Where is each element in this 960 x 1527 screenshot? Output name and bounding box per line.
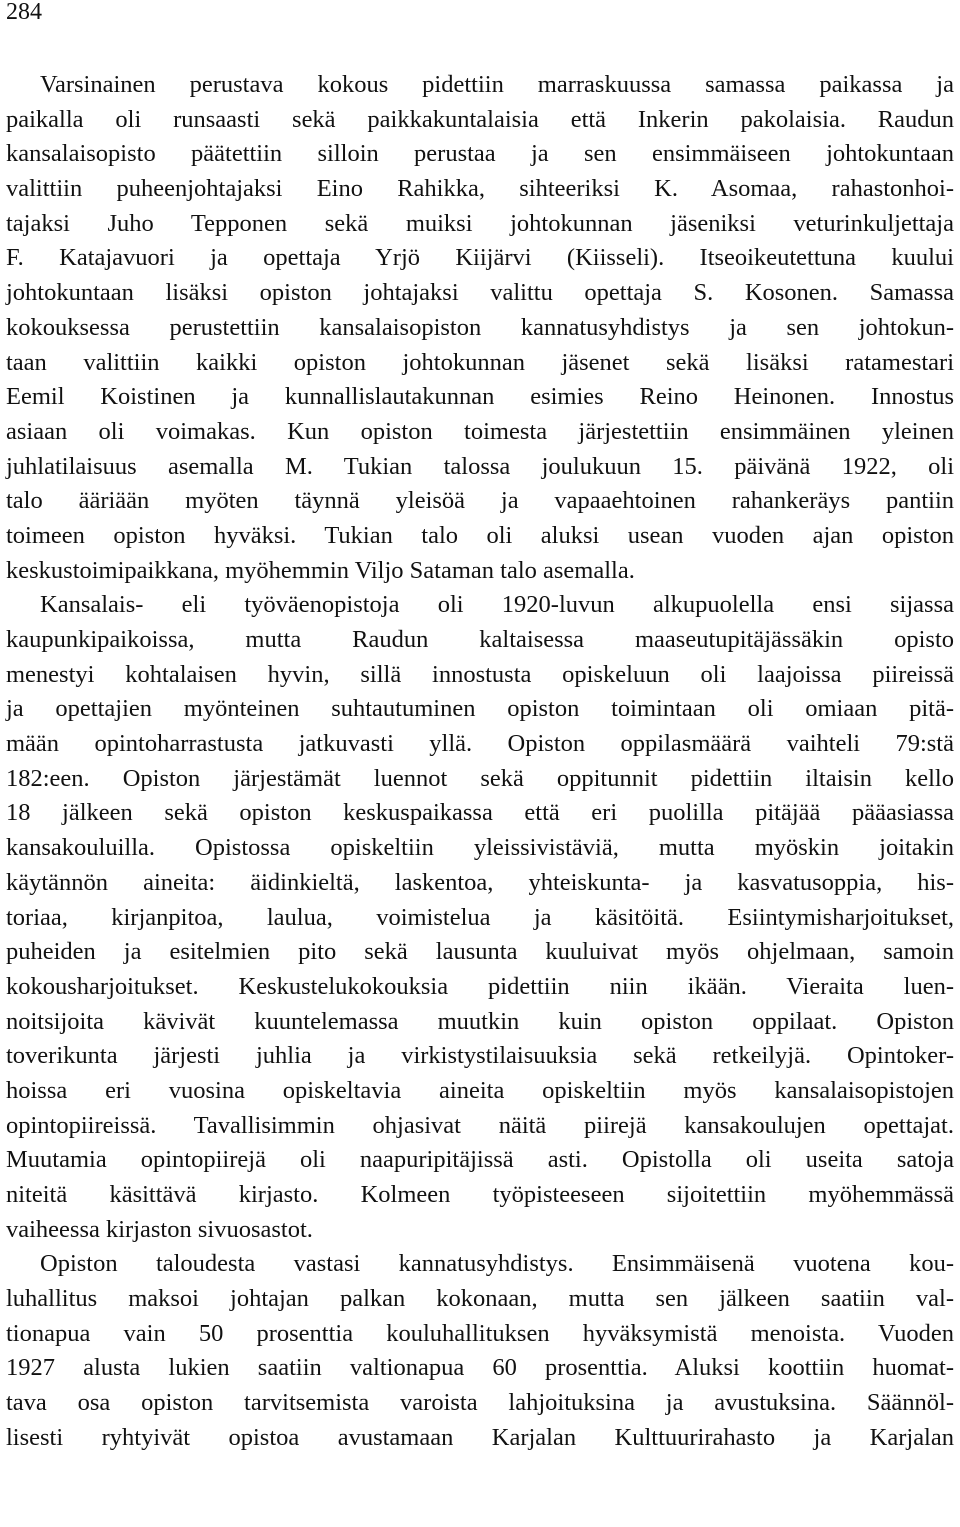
text-line: tava osa opiston tarvitsemista varoista lahjoituksina ja avustuksina. Säännöl- — [6, 1389, 954, 1417]
page-number: 284 — [6, 0, 42, 25]
text-line: Eemil Koistinen ja kunnallislautakunnan esimies Reino Heinonen. Innostus — [6, 383, 954, 411]
text-line: 182:een. Opiston järjestämät luennot sekä oppitunnit pidettiin iltaisin kello — [6, 764, 954, 792]
text-line: ja opettajien myönteinen suhtautuminen opiston toimintaan oli omiaan pitä- — [6, 695, 954, 723]
text-line: paikalla oli runsaasti sekä paikkakuntalaisia että Inkerin pakolaisia. Raudun — [6, 105, 954, 133]
text-line: valittiin puheenjohtajaksi Eino Rahikka, sihteeriksi K. Asomaa, rahastonhoi- — [6, 175, 954, 203]
body-text — [6, 68, 954, 1456]
text-line: käytännön aineita: äidinkieltä, laskentoa, yhteiskunta- ja kasvatusoppia, his- — [6, 868, 954, 896]
text-line: kansakouluilla. Opistossa opiskeltiin yleissivistäviä, mutta myöskin joitakin — [6, 834, 954, 862]
text-line: F. Katajavuori ja opettaja Yrjö Kiijärvi (Kiisseli). Itseoikeutettuna kuului — [6, 244, 954, 272]
text-line: Muutamia opintopiirejä oli naapuripitäjissä asti. Opistolla oli useita satoja — [6, 1146, 954, 1174]
text-line: 18 jälkeen sekä opiston keskuspaikassa että eri puolilla pitäjää pääasiassa — [6, 799, 954, 827]
text-line: kokousharjoitukset. Keskustelukokouksia pidettiin niin ikään. Vieraita luen- — [6, 972, 954, 1000]
text-line: juhlatilaisuus asemalla M. Tukian talossa joulukuun 15. päivänä 1922, oli — [6, 452, 954, 480]
text-line: tajaksi Juho Tepponen sekä muiksi johtokunnan jäseniksi veturinkuljettaja — [6, 209, 954, 237]
text-line: keskustoimipaikkana, myöhemmin Viljo Sataman talo asemalla. — [6, 556, 635, 584]
text-line: puheiden ja esitelmien pito sekä lausunta kuuluivat myös ohjelmaan, samoin — [6, 938, 954, 966]
text-line: niteitä käsittävä kirjasto. Kolmeen työpisteeseen sijoitettiin myöhemmässä — [6, 1181, 954, 1208]
text-line: luhallitus maksoi johtajan palkan kokonaan, mutta sen jälkeen saatiin val- — [6, 1285, 954, 1313]
text-line: Kansalais- eli työväenopistoja oli 1920-luvun alkupuolella ensi sijassa — [40, 591, 954, 619]
text-line: 1927 alusta lukien saatiin valtionapua 60 prosenttia. Aluksi koottiin huomat- — [6, 1354, 954, 1382]
text-line: opintopiireissä. Tavallisimmin ohjasivat näitä piirejä kansakoulujen opettajat. — [6, 1111, 954, 1139]
text-line: kansalaisopisto päätettiin silloin perustaa ja sen ensimmäiseen johtokuntaan — [6, 140, 954, 168]
text-line: hoissa eri vuosina opiskeltavia aineita opiskeltiin myös kansalaisopistojen — [6, 1076, 954, 1104]
text-line: Varsinainen perustava kokous pidettiin marraskuussa samassa paikassa ja — [40, 71, 954, 98]
text-line: toimeen opiston hyväksi. Tukian talo oli aluksi usean vuoden ajan opiston — [6, 521, 954, 549]
text-line: asiaan oli voimakas. Kun opiston toimesta järjestettiin ensimmäinen yleinen — [6, 417, 954, 445]
text-line: toverikunta järjesti juhlia ja virkistystilaisuuksia sekä retkeilyjä. Opintoker- — [6, 1042, 954, 1070]
text-line: vaiheessa kirjaston sivuosastot. — [6, 1215, 313, 1243]
text-line: Opiston taloudesta vastasi kannatusyhdistys. Ensimmäisenä vuotena kou- — [40, 1250, 954, 1278]
text-line: kaupunkipaikoissa, mutta Raudun kaltaisessa maaseutupitäjässäkin opisto — [6, 626, 954, 653]
text-line: johtokuntaan lisäksi opiston johtajaksi valittu opettaja S. Kosonen. Samassa — [6, 279, 954, 307]
text-line: kokouksessa perustettiin kansalaisopiston kannatusyhdistys ja sen johtokun- — [6, 313, 954, 341]
text-line: lisesti ryhtyivät opistoa avustamaan Karjalan Kulttuurirahasto ja Karjalan — [6, 1423, 954, 1451]
text-line: noitsijoita kävivät kuuntelemassa muutkin kuin opiston oppilaat. Opiston — [6, 1007, 954, 1035]
text-line: talo ääriään myöten täynnä yleisöä ja vapaaehtoinen rahankeräys pantiin — [6, 487, 954, 515]
text-line: taan valittiin kaikki opiston johtokunnan jäsenet sekä lisäksi ratamestari — [6, 348, 954, 376]
text-line: mään opintoharrastusta jatkuvasti yllä. Opiston oppilasmäärä vaihteli 79:stä — [6, 730, 954, 758]
text-line: toriaa, kirjanpitoa, laulua, voimistelua ja käsitöitä. Esiintymisharjoitukset, — [6, 903, 954, 931]
text-line: tionapua vain 50 prosenttia kouluhallituksen hyväksymistä menoista. Vuoden — [6, 1319, 954, 1347]
text-line: menestyi kohtalaisen hyvin, sillä innostusta opiskeluun oli laajoissa piireissä — [6, 660, 954, 688]
